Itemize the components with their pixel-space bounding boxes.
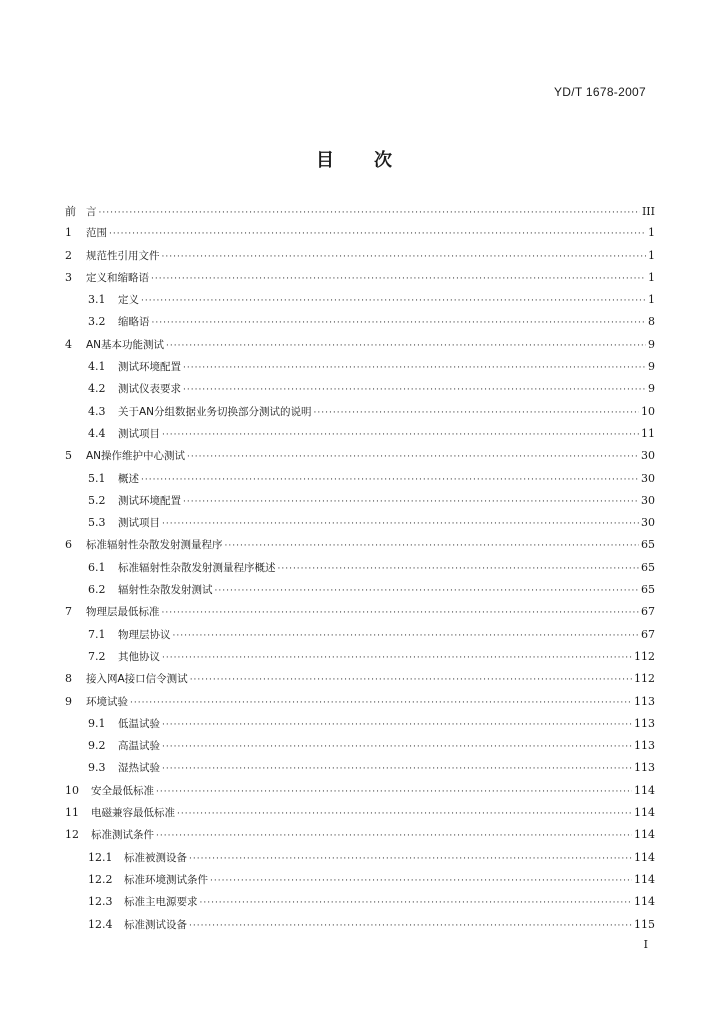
toc-entry-label: 安全最低标准	[91, 784, 154, 797]
toc-entry-number: 4.3	[88, 404, 106, 418]
toc-entry[interactable]	[65, 738, 655, 760]
toc-entry-number: 12	[65, 828, 79, 842]
toc-entry-number: 5	[65, 449, 72, 463]
toc-entry-page: 114	[634, 828, 655, 842]
toc-entry-page: 9	[648, 337, 655, 351]
toc-leader-dots	[162, 608, 640, 618]
toc-entry-label: 物理层协议	[118, 628, 171, 641]
toc-leader-dots	[152, 318, 647, 328]
toc-entry[interactable]	[65, 337, 655, 359]
toc-leader-dots	[151, 274, 646, 284]
toc-entry-number: 11	[65, 806, 79, 820]
toc-entry-page: 113	[634, 716, 655, 730]
toc-entry[interactable]	[65, 850, 655, 872]
toc-leader-dots	[162, 519, 639, 529]
toc-entry-page: 9	[648, 360, 655, 374]
toc-entry-page: 65	[641, 538, 655, 552]
toc-entry-label: 标准主电源要求	[124, 896, 198, 909]
toc-entry-page: 1	[648, 248, 655, 262]
toc-entry-label: AN基本功能测试	[86, 338, 165, 351]
toc-entry[interactable]	[65, 894, 655, 916]
toc-entry[interactable]	[65, 426, 655, 448]
toc-entry-number: 8	[65, 672, 72, 686]
toc-leader-dots	[183, 363, 646, 373]
toc-entry[interactable]	[65, 917, 655, 939]
toc-entry[interactable]	[65, 649, 655, 671]
toc-entry-label: 高温试验	[118, 740, 160, 753]
toc-entry-label: 关于AN分组数据业务切换部分测试的说明	[118, 405, 312, 418]
toc-entry-label: 电磁兼容最低标准	[91, 807, 175, 820]
toc-entry-page: 11	[641, 426, 655, 440]
toc-leader-dots	[210, 876, 632, 886]
toc-entry[interactable]	[65, 493, 655, 515]
toc-leader-dots	[189, 921, 632, 931]
toc-leader-dots	[177, 809, 632, 819]
toc-leader-dots	[156, 787, 632, 797]
toc-entry[interactable]	[65, 471, 655, 493]
toc-entry-page: 113	[634, 739, 655, 753]
toc-entry-label: 测试环境配置	[118, 361, 181, 374]
toc-entry-page: 113	[634, 694, 655, 708]
toc-leader-dots	[278, 564, 640, 574]
toc-entry[interactable]	[65, 292, 655, 314]
toc-entry[interactable]	[65, 448, 655, 470]
toc-leader-dots	[166, 341, 646, 351]
toc-entry-page: 65	[641, 583, 655, 597]
toc-leader-dots	[183, 497, 639, 507]
toc-entry[interactable]	[65, 760, 655, 782]
toc-leader-dots	[162, 252, 647, 262]
toc-entry[interactable]	[65, 827, 655, 849]
toc-entry-number: 4	[65, 337, 72, 351]
toc-entry-number: 1	[65, 226, 72, 240]
toc-entry-label: 标准环境测试条件	[124, 873, 208, 886]
toc-entry-number: 12.4	[88, 917, 113, 931]
standard-number: YD/T 1678-2007	[553, 85, 646, 99]
toc-leader-dots	[130, 698, 632, 708]
toc-entry-page: 112	[634, 672, 655, 686]
toc-entry-page: III	[641, 205, 655, 218]
toc-entry-page: 67	[641, 605, 655, 619]
toc-entry-label: 辐射性杂散发射测试	[118, 584, 213, 597]
toc-entry-label: 标准被测设备	[124, 851, 187, 864]
toc-entry-label: 接入网A接口信令测试	[86, 673, 188, 686]
toc-entry-label: 规范性引用文件	[86, 249, 160, 262]
toc-leader-dots	[141, 296, 646, 306]
toc-leader-dots	[162, 720, 632, 730]
toc-entry-number: 前	[65, 205, 76, 218]
toc-entry-label: 标准测试条件	[91, 829, 154, 842]
table-of-contents	[65, 203, 655, 939]
toc-entry-number: 10	[65, 783, 79, 797]
toc-entry[interactable]	[65, 314, 655, 336]
toc-entry-number: 9.1	[88, 716, 106, 730]
toc-leader-dots	[162, 653, 632, 663]
toc-entry-number: 4.1	[88, 360, 106, 374]
toc-entry-page: 114	[634, 895, 655, 909]
toc-leader-dots	[189, 854, 632, 864]
page-title: 目次	[316, 150, 432, 171]
toc-entry-label: 定义和缩略语	[86, 271, 149, 284]
toc-leader-dots	[314, 408, 639, 418]
toc-entry-number: 9.2	[88, 739, 106, 753]
toc-leader-dots	[162, 764, 632, 774]
toc-entry-label: 环境试验	[86, 695, 128, 708]
toc-entry[interactable]	[65, 716, 655, 738]
toc-entry[interactable]	[65, 515, 655, 537]
toc-entry-number: 7	[65, 605, 72, 619]
toc-entry-label: 范围	[86, 227, 107, 240]
toc-entry-page: 30	[641, 516, 655, 530]
page-number: I	[643, 938, 648, 951]
toc-entry-page: 8	[648, 315, 655, 329]
toc-entry-number: 3.1	[88, 293, 106, 307]
toc-leader-dots	[215, 586, 640, 596]
toc-entry-number: 12.2	[88, 872, 113, 886]
toc-leader-dots	[190, 675, 632, 685]
toc-entry-page: 1	[648, 226, 655, 240]
toc-entry[interactable]	[65, 604, 655, 626]
toc-entry[interactable]	[65, 582, 655, 604]
toc-entry-number: 3.2	[88, 315, 106, 329]
toc-entry-page: 114	[634, 850, 655, 864]
toc-entry[interactable]	[65, 248, 655, 270]
toc-entry-number: 6.2	[88, 583, 106, 597]
toc-entry-label: 标准辐射性杂散发射测量程序概述	[118, 561, 276, 574]
toc-entry-label: 测试项目	[118, 517, 160, 530]
toc-entry-number: 9.3	[88, 761, 106, 775]
toc-entry[interactable]	[65, 203, 655, 225]
toc-entry[interactable]	[65, 627, 655, 649]
toc-leader-dots	[162, 742, 632, 752]
toc-entry[interactable]	[65, 694, 655, 716]
toc-leader-dots	[200, 898, 633, 908]
toc-entry-number: 5.3	[88, 516, 106, 530]
toc-entry-label: 言	[86, 206, 97, 218]
toc-entry[interactable]	[65, 225, 655, 247]
toc-leader-dots	[141, 475, 639, 485]
toc-entry-number: 5.1	[88, 471, 106, 485]
toc-entry-label: AN操作维护中心测试	[86, 450, 186, 463]
toc-entry[interactable]	[65, 560, 655, 582]
toc-entry[interactable]	[65, 404, 655, 426]
toc-entry[interactable]	[65, 805, 655, 827]
toc-entry[interactable]	[65, 381, 655, 403]
toc-leader-dots	[173, 631, 640, 641]
toc-entry[interactable]	[65, 359, 655, 381]
toc-entry-number: 9	[65, 694, 72, 708]
toc-entry-page: 67	[641, 627, 655, 641]
toc-entry-label: 标准测试设备	[124, 918, 187, 931]
toc-leader-dots	[156, 831, 632, 841]
toc-entry[interactable]	[65, 270, 655, 292]
toc-entry-label: 物理层最低标准	[86, 606, 160, 619]
toc-entry-number: 7.2	[88, 649, 106, 663]
toc-entry-label: 定义	[118, 294, 139, 307]
toc-entry-page: 112	[634, 649, 655, 663]
toc-entry-label: 缩略语	[118, 316, 150, 329]
toc-leader-dots	[162, 430, 639, 440]
toc-entry-number: 5.2	[88, 493, 106, 507]
toc-entry[interactable]	[65, 537, 655, 559]
toc-entry-number: 6	[65, 538, 72, 552]
toc-entry-page: 30	[641, 449, 655, 463]
toc-leader-dots	[225, 541, 640, 551]
toc-entry-page: 65	[641, 560, 655, 574]
toc-entry-page: 114	[634, 806, 655, 820]
toc-entry-page: 1	[648, 293, 655, 307]
toc-entry-number: 4.4	[88, 426, 106, 440]
toc-entry-label: 测试仪表要求	[118, 383, 181, 396]
toc-entry-number: 4.2	[88, 382, 106, 396]
toc-entry-page: 1	[648, 270, 655, 284]
toc-entry-label: 概述	[118, 472, 139, 485]
toc-leader-dots	[109, 229, 646, 239]
toc-entry-label: 湿热试验	[118, 762, 160, 775]
toc-entry[interactable]	[65, 872, 655, 894]
toc-entry-page: 115	[634, 917, 655, 931]
toc-entry-label: 其他协议	[118, 650, 160, 663]
toc-entry-page: 9	[648, 382, 655, 396]
toc-entry-label: 标准辐射性杂散发射测量程序	[86, 539, 223, 552]
toc-entry-label: 低温试验	[118, 717, 160, 730]
toc-entry-page: 114	[634, 872, 655, 886]
toc-leader-dots	[183, 385, 646, 395]
toc-entry-page: 30	[641, 493, 655, 507]
toc-entry-number: 6.1	[88, 560, 106, 574]
toc-entry-page: 30	[641, 471, 655, 485]
toc-entry-label: 测试环境配置	[118, 494, 181, 507]
toc-leader-dots	[187, 452, 639, 462]
toc-entry[interactable]	[65, 671, 655, 693]
toc-entry-page: 10	[641, 404, 655, 418]
toc-entry-number: 3	[65, 270, 72, 284]
toc-entry-number: 12.3	[88, 895, 113, 909]
toc-entry-page: 114	[634, 783, 655, 797]
toc-entry[interactable]	[65, 783, 655, 805]
toc-entry-number: 12.1	[88, 850, 113, 864]
toc-leader-dots	[99, 208, 640, 218]
toc-entry-number: 2	[65, 248, 72, 262]
toc-entry-label: 测试项目	[118, 427, 160, 440]
toc-entry-number: 7.1	[88, 627, 106, 641]
toc-entry-page: 113	[634, 761, 655, 775]
